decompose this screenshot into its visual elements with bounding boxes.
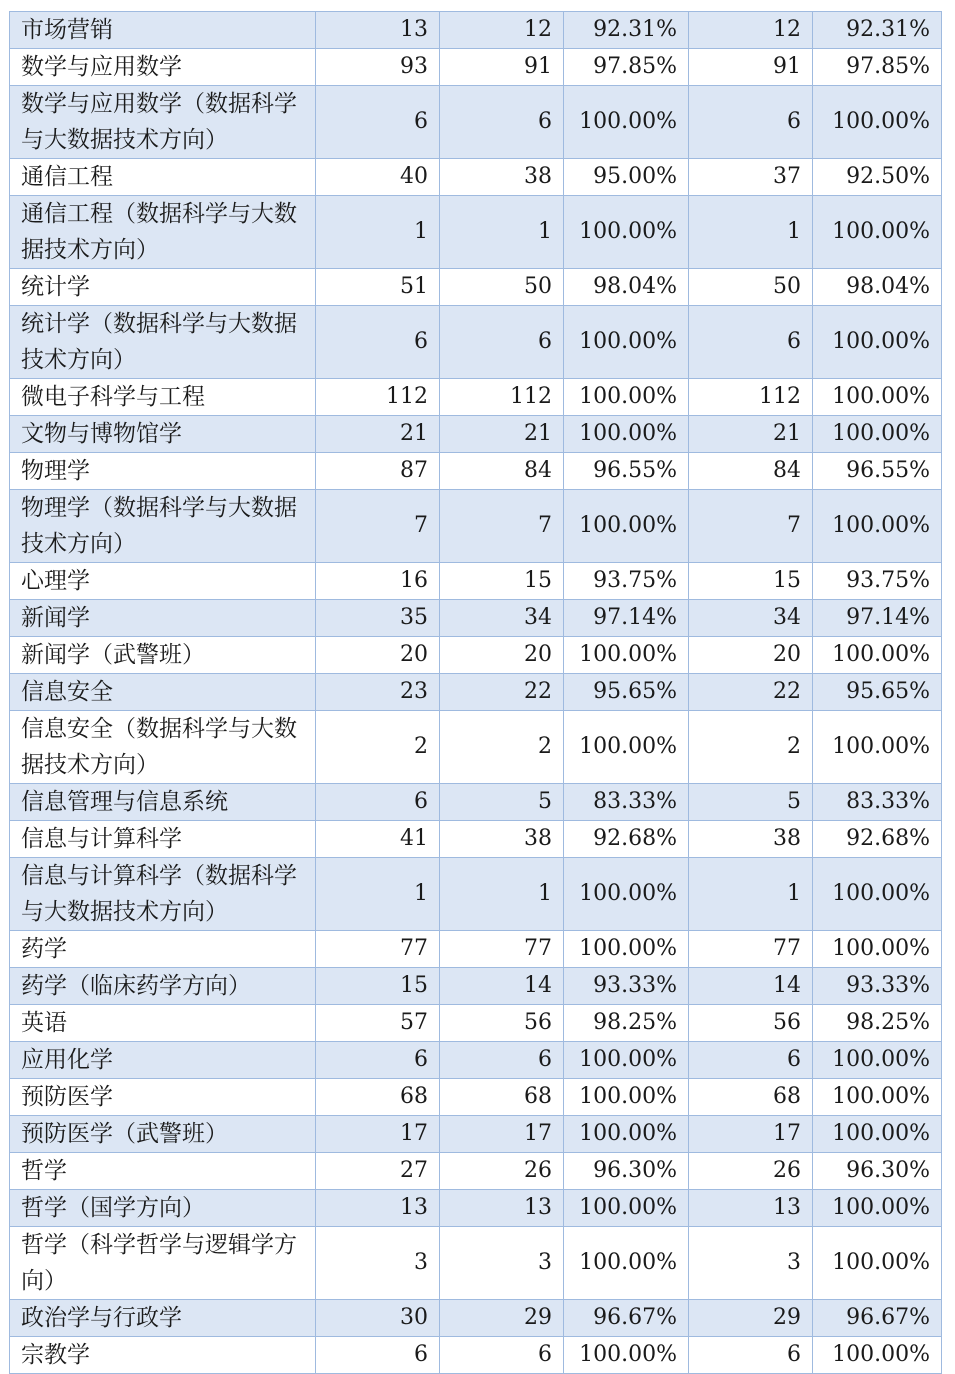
graduates-count-cell: 6: [316, 86, 440, 159]
placement-rate-cell: 97.14%: [813, 600, 942, 637]
employment-rate-cell: 100.00%: [564, 196, 689, 269]
major-cell: 信息与计算科学: [10, 821, 316, 858]
placed-count-cell: 17: [689, 1116, 813, 1153]
placement-rate-cell: 100.00%: [813, 1190, 942, 1227]
employed-count-cell: 6: [440, 306, 564, 379]
table-row: [10, 453, 942, 490]
placement-rate-cell: 96.55%: [813, 453, 942, 490]
table-row: [10, 968, 942, 1005]
employment-rate-cell: 96.30%: [564, 1153, 689, 1190]
table-row: [10, 269, 942, 306]
employed-count-cell: 22: [440, 674, 564, 711]
placement-rate-cell: 100.00%: [813, 931, 942, 968]
placed-count-cell: 12: [689, 12, 813, 49]
employed-count-cell: 50: [440, 269, 564, 306]
major-cell: 宗教学: [10, 1337, 316, 1374]
major-cell: 心理学: [10, 563, 316, 600]
employed-count-cell: 77: [440, 931, 564, 968]
major-cell: 预防医学: [10, 1079, 316, 1116]
table-row: [10, 563, 942, 600]
placed-count-cell: 29: [689, 1300, 813, 1337]
major-cell: 物理学: [10, 453, 316, 490]
placement-rate-cell: 100.00%: [813, 1337, 942, 1374]
placement-rate-cell: 100.00%: [813, 416, 942, 453]
employment-rate-cell: 100.00%: [564, 1190, 689, 1227]
employed-count-cell: 14: [440, 968, 564, 1005]
graduates-count-cell: 51: [316, 269, 440, 306]
placed-count-cell: 112: [689, 379, 813, 416]
placed-count-cell: 14: [689, 968, 813, 1005]
employed-count-cell: 2: [440, 711, 564, 784]
placed-count-cell: 77: [689, 931, 813, 968]
graduates-count-cell: 13: [316, 1190, 440, 1227]
employed-count-cell: 6: [440, 1337, 564, 1374]
graduates-count-cell: 27: [316, 1153, 440, 1190]
placement-rate-cell: 100.00%: [813, 86, 942, 159]
placement-rate-cell: 100.00%: [813, 637, 942, 674]
graduates-count-cell: 40: [316, 159, 440, 196]
employed-count-cell: 29: [440, 1300, 564, 1337]
table-row: [10, 416, 942, 453]
table-row: [10, 1153, 942, 1190]
employed-count-cell: 1: [440, 858, 564, 931]
table-row: [10, 490, 942, 563]
table-row: [10, 784, 942, 821]
major-cell: 物理学（数据科学与大数据技术方向）: [10, 490, 316, 563]
placement-rate-cell: 100.00%: [813, 1227, 942, 1300]
placement-rate-cell: 100.00%: [813, 379, 942, 416]
employed-count-cell: 21: [440, 416, 564, 453]
employment-stats-table: [9, 11, 942, 1374]
employment-rate-cell: 93.33%: [564, 968, 689, 1005]
major-cell: 药学（临床药学方向）: [10, 968, 316, 1005]
major-cell: 政治学与行政学: [10, 1300, 316, 1337]
employed-count-cell: 6: [440, 1042, 564, 1079]
major-cell: 数学与应用数学（数据科学与大数据技术方向）: [10, 86, 316, 159]
employment-rate-cell: 100.00%: [564, 86, 689, 159]
employment-rate-cell: 100.00%: [564, 1227, 689, 1300]
major-cell: 文物与博物馆学: [10, 416, 316, 453]
employed-count-cell: 13: [440, 1190, 564, 1227]
table-row: [10, 306, 942, 379]
graduates-count-cell: 68: [316, 1079, 440, 1116]
employed-count-cell: 15: [440, 563, 564, 600]
placed-count-cell: 7: [689, 490, 813, 563]
major-cell: 统计学（数据科学与大数据技术方向）: [10, 306, 316, 379]
placed-count-cell: 91: [689, 49, 813, 86]
employment-rate-cell: 98.25%: [564, 1005, 689, 1042]
placed-count-cell: 1: [689, 196, 813, 269]
placed-count-cell: 68: [689, 1079, 813, 1116]
placement-rate-cell: 93.33%: [813, 968, 942, 1005]
employment-rate-cell: 100.00%: [564, 711, 689, 784]
graduates-count-cell: 6: [316, 1042, 440, 1079]
placed-count-cell: 26: [689, 1153, 813, 1190]
graduates-count-cell: 20: [316, 637, 440, 674]
employed-count-cell: 34: [440, 600, 564, 637]
placement-rate-cell: 100.00%: [813, 1079, 942, 1116]
major-cell: 哲学: [10, 1153, 316, 1190]
major-cell: 信息与计算科学（数据科学与大数据技术方向）: [10, 858, 316, 931]
graduates-count-cell: 2: [316, 711, 440, 784]
graduates-count-cell: 1: [316, 196, 440, 269]
employment-rate-cell: 96.67%: [564, 1300, 689, 1337]
placed-count-cell: 84: [689, 453, 813, 490]
placed-count-cell: 5: [689, 784, 813, 821]
graduates-count-cell: 30: [316, 1300, 440, 1337]
placed-count-cell: 20: [689, 637, 813, 674]
employment-rate-cell: 100.00%: [564, 306, 689, 379]
major-cell: 英语: [10, 1005, 316, 1042]
table-row: [10, 637, 942, 674]
graduates-count-cell: 87: [316, 453, 440, 490]
table-row: [10, 12, 942, 49]
placement-rate-cell: 93.75%: [813, 563, 942, 600]
table-row: [10, 1116, 942, 1153]
graduates-count-cell: 41: [316, 821, 440, 858]
employment-rate-cell: 93.75%: [564, 563, 689, 600]
placed-count-cell: 50: [689, 269, 813, 306]
employed-count-cell: 17: [440, 1116, 564, 1153]
employed-count-cell: 1: [440, 196, 564, 269]
major-cell: 微电子科学与工程: [10, 379, 316, 416]
graduates-count-cell: 23: [316, 674, 440, 711]
table-body: [10, 12, 942, 1374]
placement-rate-cell: 95.65%: [813, 674, 942, 711]
employment-rate-cell: 100.00%: [564, 416, 689, 453]
employed-count-cell: 26: [440, 1153, 564, 1190]
major-cell: 预防医学（武警班）: [10, 1116, 316, 1153]
employment-rate-cell: 100.00%: [564, 1079, 689, 1116]
table-row: [10, 159, 942, 196]
employment-rate-cell: 83.33%: [564, 784, 689, 821]
placed-count-cell: 37: [689, 159, 813, 196]
placement-rate-cell: 100.00%: [813, 306, 942, 379]
employed-count-cell: 6: [440, 86, 564, 159]
table-row: [10, 1005, 942, 1042]
major-cell: 通信工程: [10, 159, 316, 196]
employment-rate-cell: 92.68%: [564, 821, 689, 858]
graduates-count-cell: 57: [316, 1005, 440, 1042]
major-cell: 信息管理与信息系统: [10, 784, 316, 821]
major-cell: 数学与应用数学: [10, 49, 316, 86]
graduates-count-cell: 77: [316, 931, 440, 968]
employment-rate-cell: 100.00%: [564, 1116, 689, 1153]
table-row: [10, 1079, 942, 1116]
table-row: [10, 49, 942, 86]
graduates-count-cell: 7: [316, 490, 440, 563]
placed-count-cell: 1: [689, 858, 813, 931]
placement-rate-cell: 98.04%: [813, 269, 942, 306]
major-cell: 新闻学（武警班）: [10, 637, 316, 674]
graduates-count-cell: 21: [316, 416, 440, 453]
employed-count-cell: 7: [440, 490, 564, 563]
placed-count-cell: 2: [689, 711, 813, 784]
table-row: [10, 600, 942, 637]
graduates-count-cell: 3: [316, 1227, 440, 1300]
placement-rate-cell: 96.67%: [813, 1300, 942, 1337]
placement-rate-cell: 83.33%: [813, 784, 942, 821]
employed-count-cell: 84: [440, 453, 564, 490]
graduates-count-cell: 112: [316, 379, 440, 416]
employed-count-cell: 20: [440, 637, 564, 674]
placement-rate-cell: 92.31%: [813, 12, 942, 49]
employment-rate-cell: 100.00%: [564, 637, 689, 674]
placed-count-cell: 6: [689, 86, 813, 159]
graduates-count-cell: 13: [316, 12, 440, 49]
placement-rate-cell: 100.00%: [813, 858, 942, 931]
placed-count-cell: 15: [689, 563, 813, 600]
placement-rate-cell: 92.50%: [813, 159, 942, 196]
employed-count-cell: 12: [440, 12, 564, 49]
placement-rate-cell: 96.30%: [813, 1153, 942, 1190]
placement-rate-cell: 100.00%: [813, 196, 942, 269]
major-cell: 统计学: [10, 269, 316, 306]
placed-count-cell: 6: [689, 1337, 813, 1374]
employment-rate-cell: 95.00%: [564, 159, 689, 196]
major-cell: 哲学（科学哲学与逻辑学方向）: [10, 1227, 316, 1300]
major-cell: 市场营销: [10, 12, 316, 49]
placed-count-cell: 34: [689, 600, 813, 637]
employed-count-cell: 56: [440, 1005, 564, 1042]
employment-rate-cell: 95.65%: [564, 674, 689, 711]
placement-rate-cell: 100.00%: [813, 711, 942, 784]
table-row: [10, 86, 942, 159]
table-row: [10, 1227, 942, 1300]
placed-count-cell: 56: [689, 1005, 813, 1042]
employment-rate-cell: 97.85%: [564, 49, 689, 86]
placed-count-cell: 6: [689, 1042, 813, 1079]
employed-count-cell: 68: [440, 1079, 564, 1116]
employed-count-cell: 5: [440, 784, 564, 821]
placement-rate-cell: 92.68%: [813, 821, 942, 858]
major-cell: 应用化学: [10, 1042, 316, 1079]
employment-rate-cell: 100.00%: [564, 1337, 689, 1374]
placed-count-cell: 38: [689, 821, 813, 858]
graduates-count-cell: 35: [316, 600, 440, 637]
major-cell: 信息安全: [10, 674, 316, 711]
employment-rate-cell: 96.55%: [564, 453, 689, 490]
major-cell: 哲学（国学方向）: [10, 1190, 316, 1227]
placed-count-cell: 13: [689, 1190, 813, 1227]
placed-count-cell: 6: [689, 306, 813, 379]
placement-rate-cell: 100.00%: [813, 1116, 942, 1153]
table-row: [10, 931, 942, 968]
table-row: [10, 1337, 942, 1374]
major-cell: 通信工程（数据科学与大数据技术方向）: [10, 196, 316, 269]
table-row: [10, 711, 942, 784]
table-row: [10, 196, 942, 269]
employment-rate-cell: 100.00%: [564, 490, 689, 563]
employment-rate-cell: 100.00%: [564, 379, 689, 416]
employed-count-cell: 91: [440, 49, 564, 86]
employment-rate-cell: 100.00%: [564, 1042, 689, 1079]
major-cell: 新闻学: [10, 600, 316, 637]
placement-rate-cell: 97.85%: [813, 49, 942, 86]
graduates-count-cell: 15: [316, 968, 440, 1005]
placed-count-cell: 22: [689, 674, 813, 711]
table-row: [10, 1190, 942, 1227]
major-cell: 信息安全（数据科学与大数据技术方向）: [10, 711, 316, 784]
table-row: [10, 674, 942, 711]
employed-count-cell: 38: [440, 821, 564, 858]
employment-rate-cell: 97.14%: [564, 600, 689, 637]
placement-rate-cell: 100.00%: [813, 1042, 942, 1079]
table-row: [10, 858, 942, 931]
graduates-count-cell: 6: [316, 1337, 440, 1374]
graduates-count-cell: 16: [316, 563, 440, 600]
major-cell: 药学: [10, 931, 316, 968]
placement-rate-cell: 98.25%: [813, 1005, 942, 1042]
graduates-count-cell: 6: [316, 784, 440, 821]
graduates-count-cell: 6: [316, 306, 440, 379]
graduates-count-cell: 17: [316, 1116, 440, 1153]
placed-count-cell: 3: [689, 1227, 813, 1300]
table-row: [10, 1042, 942, 1079]
placement-rate-cell: 100.00%: [813, 490, 942, 563]
table-row: [10, 821, 942, 858]
employment-rate-cell: 100.00%: [564, 858, 689, 931]
employment-rate-cell: 100.00%: [564, 931, 689, 968]
employment-rate-cell: 98.04%: [564, 269, 689, 306]
graduates-count-cell: 1: [316, 858, 440, 931]
placed-count-cell: 21: [689, 416, 813, 453]
employment-rate-cell: 92.31%: [564, 12, 689, 49]
table-row: [10, 379, 942, 416]
employed-count-cell: 38: [440, 159, 564, 196]
graduates-count-cell: 93: [316, 49, 440, 86]
employed-count-cell: 112: [440, 379, 564, 416]
table-row: [10, 1300, 942, 1337]
employed-count-cell: 3: [440, 1227, 564, 1300]
